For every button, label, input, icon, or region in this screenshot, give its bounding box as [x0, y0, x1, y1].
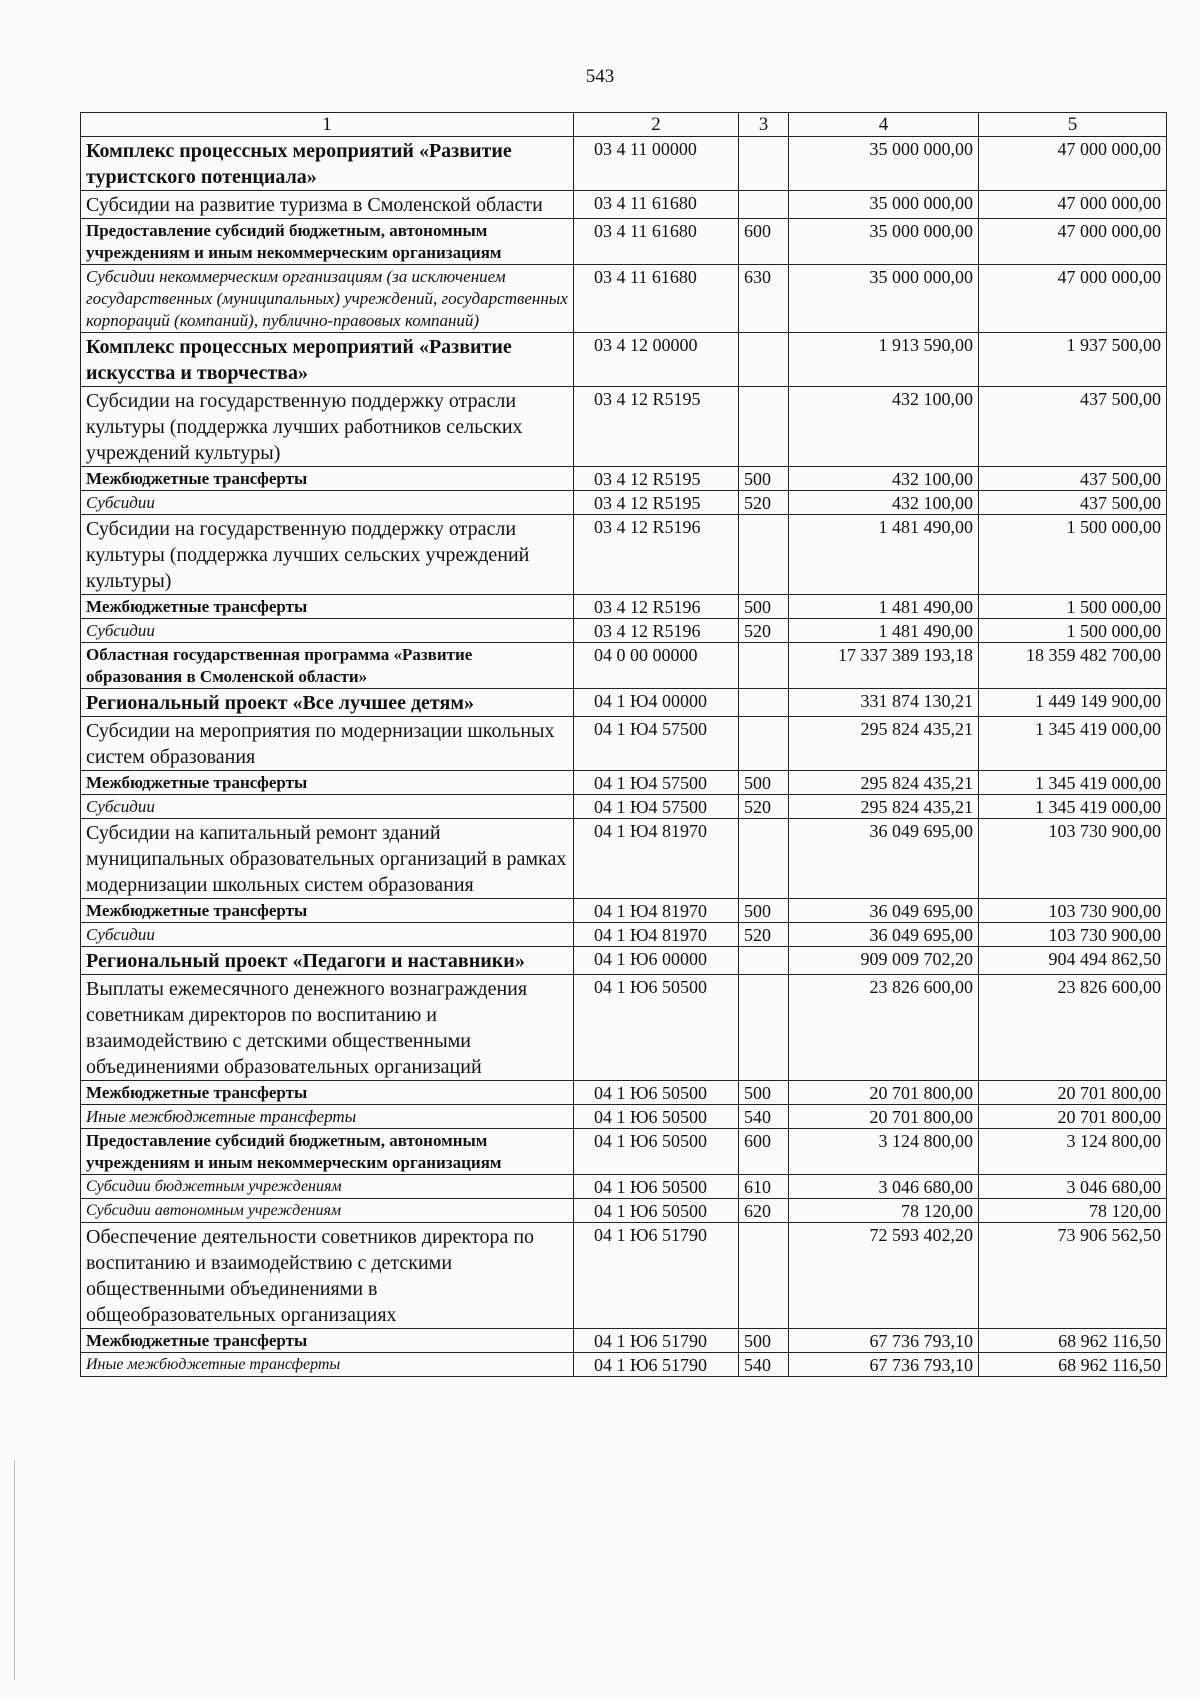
row-amount-2024-cell: 35 000 000,00	[789, 219, 979, 265]
row-type-cell: 630	[739, 265, 789, 333]
table-row	[81, 191, 1167, 219]
row-code-cell: 04 1 Ю4 57500	[574, 795, 739, 819]
table-row	[81, 1329, 1167, 1353]
row-type-cell: 500	[739, 1081, 789, 1105]
row-name-cell: Субсидии бюджетным учреждениям	[81, 1175, 574, 1199]
row-name-cell: Межбюджетные трансферты	[81, 595, 574, 619]
table-row	[81, 265, 1167, 333]
row-amount-2025-cell: 47 000 000,00	[979, 137, 1167, 191]
row-code-cell: 04 1 Ю4 57500	[574, 717, 739, 771]
row-type-cell	[739, 333, 789, 387]
row-code-cell: 03 4 12 R5195	[574, 387, 739, 467]
row-name-cell: Субсидии	[81, 619, 574, 643]
row-amount-2025-cell: 78 120,00	[979, 1199, 1167, 1223]
row-amount-2025-cell: 904 494 862,50	[979, 947, 1167, 975]
row-code-cell: 04 1 Ю6 50500	[574, 1105, 739, 1129]
row-amount-2025-cell: 1 345 419 000,00	[979, 795, 1167, 819]
row-name-cell: Региональный проект «Все лучшее детям»	[81, 689, 574, 717]
table-row	[81, 387, 1167, 467]
row-type-cell: 500	[739, 467, 789, 491]
page-number: 543	[585, 66, 615, 87]
row-code-cell: 04 1 Ю6 50500	[574, 1081, 739, 1105]
row-amount-2024-cell: 23 826 600,00	[789, 975, 979, 1081]
row-code-cell: 03 4 11 61680	[574, 191, 739, 219]
row-code-cell: 03 4 11 61680	[574, 265, 739, 333]
row-amount-2024-cell: 36 049 695,00	[789, 923, 979, 947]
row-amount-2025-cell: 3 124 800,00	[979, 1129, 1167, 1175]
row-code-cell: 04 1 Ю6 51790	[574, 1353, 739, 1377]
table-row	[81, 1175, 1167, 1199]
row-name-cell: Межбюджетные трансферты	[81, 467, 574, 491]
header-row	[81, 113, 1167, 137]
row-type-cell	[739, 689, 789, 717]
scan-artifact-line	[14, 1460, 15, 1680]
row-name-cell: Субсидии	[81, 795, 574, 819]
row-amount-2025-cell: 20 701 800,00	[979, 1081, 1167, 1105]
row-code-cell: 04 1 Ю6 50500	[574, 1199, 739, 1223]
row-type-cell	[739, 643, 789, 689]
row-amount-2025-cell: 103 730 900,00	[979, 923, 1167, 947]
table-row	[81, 333, 1167, 387]
row-amount-2024-cell: 295 824 435,21	[789, 795, 979, 819]
row-amount-2024-cell: 35 000 000,00	[789, 191, 979, 219]
table-row	[81, 1353, 1167, 1377]
row-type-cell: 620	[739, 1199, 789, 1223]
table-row	[81, 515, 1167, 595]
row-type-cell: 610	[739, 1175, 789, 1199]
table-row	[81, 795, 1167, 819]
row-amount-2025-cell: 103 730 900,00	[979, 899, 1167, 923]
row-amount-2024-cell: 331 874 130,21	[789, 689, 979, 717]
row-code-cell: 04 1 Ю6 50500	[574, 1175, 739, 1199]
row-type-cell	[739, 947, 789, 975]
header-col-2: 2	[574, 113, 739, 137]
row-amount-2025-cell: 47 000 000,00	[979, 265, 1167, 333]
row-code-cell: 03 4 12 R5196	[574, 595, 739, 619]
row-code-cell: 03 4 11 00000	[574, 137, 739, 191]
row-type-cell: 520	[739, 619, 789, 643]
table-row	[81, 491, 1167, 515]
table-row	[81, 819, 1167, 899]
row-type-cell: 600	[739, 219, 789, 265]
row-amount-2024-cell: 1 913 590,00	[789, 333, 979, 387]
row-name-cell: Субсидии автономным учреждениям	[81, 1199, 574, 1223]
row-name-cell: Субсидии	[81, 491, 574, 515]
row-code-cell: 03 4 12 R5195	[574, 467, 739, 491]
table-row	[81, 1199, 1167, 1223]
row-amount-2025-cell: 1 500 000,00	[979, 619, 1167, 643]
row-amount-2024-cell: 78 120,00	[789, 1199, 979, 1223]
row-type-cell: 500	[739, 1329, 789, 1353]
row-code-cell: 04 1 Ю4 81970	[574, 923, 739, 947]
row-name-cell: Субсидии на развитие туризма в Смоленской области	[81, 191, 574, 219]
row-amount-2025-cell: 1 500 000,00	[979, 515, 1167, 595]
table-row	[81, 923, 1167, 947]
row-type-cell: 540	[739, 1105, 789, 1129]
row-type-cell	[739, 975, 789, 1081]
row-code-cell: 04 1 Ю6 00000	[574, 947, 739, 975]
table-row	[81, 689, 1167, 717]
row-code-cell: 04 1 Ю6 50500	[574, 975, 739, 1081]
row-type-cell: 520	[739, 795, 789, 819]
row-code-cell: 03 4 12 R5196	[574, 515, 739, 595]
row-amount-2024-cell: 432 100,00	[789, 491, 979, 515]
header-col-5: 5	[979, 113, 1167, 137]
table-row	[81, 467, 1167, 491]
row-type-cell	[739, 191, 789, 219]
row-type-cell: 500	[739, 899, 789, 923]
budget-table	[80, 112, 1167, 1377]
row-type-cell: 520	[739, 491, 789, 515]
row-amount-2024-cell: 1 481 490,00	[789, 515, 979, 595]
row-type-cell	[739, 137, 789, 191]
row-amount-2024-cell: 36 049 695,00	[789, 819, 979, 899]
row-name-cell: Субсидии на капитальный ремонт зданий муниципальных образовательных организаций в рамках модернизации школьных систем образования	[81, 819, 574, 899]
table-row	[81, 1105, 1167, 1129]
table-row	[81, 717, 1167, 771]
row-amount-2024-cell: 20 701 800,00	[789, 1081, 979, 1105]
row-amount-2025-cell: 68 962 116,50	[979, 1329, 1167, 1353]
row-name-cell: Межбюджетные трансферты	[81, 899, 574, 923]
row-type-cell: 500	[739, 595, 789, 619]
row-amount-2024-cell: 67 736 793,10	[789, 1353, 979, 1377]
row-amount-2025-cell: 47 000 000,00	[979, 219, 1167, 265]
row-amount-2025-cell: 437 500,00	[979, 467, 1167, 491]
table-row	[81, 1223, 1167, 1329]
row-name-cell: Межбюджетные трансферты	[81, 771, 574, 795]
header-col-4: 4	[789, 113, 979, 137]
row-amount-2025-cell: 1 937 500,00	[979, 333, 1167, 387]
row-code-cell: 03 4 11 61680	[574, 219, 739, 265]
table-row	[81, 137, 1167, 191]
row-amount-2024-cell: 35 000 000,00	[789, 137, 979, 191]
row-code-cell: 04 1 Ю4 81970	[574, 899, 739, 923]
row-type-cell: 520	[739, 923, 789, 947]
row-code-cell: 03 4 12 00000	[574, 333, 739, 387]
row-amount-2024-cell: 35 000 000,00	[789, 265, 979, 333]
row-type-cell	[739, 819, 789, 899]
row-name-cell: Иные межбюджетные трансферты	[81, 1105, 574, 1129]
row-amount-2024-cell: 3 046 680,00	[789, 1175, 979, 1199]
row-amount-2025-cell: 23 826 600,00	[979, 975, 1167, 1081]
row-name-cell: Предоставление субсидий бюджетным, автономным учреждениям и иным некоммерческим организациям	[81, 1129, 574, 1175]
row-amount-2025-cell: 47 000 000,00	[979, 191, 1167, 219]
row-amount-2024-cell: 72 593 402,20	[789, 1223, 979, 1329]
row-name-cell: Межбюджетные трансферты	[81, 1081, 574, 1105]
row-amount-2025-cell: 20 701 800,00	[979, 1105, 1167, 1129]
row-amount-2024-cell: 1 481 490,00	[789, 619, 979, 643]
row-type-cell	[739, 515, 789, 595]
row-amount-2024-cell: 1 481 490,00	[789, 595, 979, 619]
row-name-cell: Субсидии	[81, 923, 574, 947]
row-amount-2024-cell: 432 100,00	[789, 467, 979, 491]
row-code-cell: 04 1 Ю6 50500	[574, 1129, 739, 1175]
row-type-cell	[739, 387, 789, 467]
row-name-cell: Предоставление субсидий бюджетным, автономным учреждениям и иным некоммерческим организациям	[81, 219, 574, 265]
table-row	[81, 899, 1167, 923]
row-name-cell: Региональный проект «Педагоги и наставники»	[81, 947, 574, 975]
table-row	[81, 595, 1167, 619]
table-row	[81, 1081, 1167, 1105]
row-amount-2024-cell: 36 049 695,00	[789, 899, 979, 923]
row-code-cell: 04 1 Ю4 00000	[574, 689, 739, 717]
row-name-cell: Комплекс процессных мероприятий «Развитие искусства и творчества»	[81, 333, 574, 387]
row-amount-2025-cell: 68 962 116,50	[979, 1353, 1167, 1377]
row-amount-2025-cell: 1 500 000,00	[979, 595, 1167, 619]
row-amount-2025-cell: 18 359 482 700,00	[979, 643, 1167, 689]
row-type-cell: 600	[739, 1129, 789, 1175]
row-name-cell: Областная государственная программа «Развитие образования в Смоленской области»	[81, 643, 574, 689]
table-row	[81, 219, 1167, 265]
row-amount-2024-cell: 20 701 800,00	[789, 1105, 979, 1129]
row-name-cell: Выплаты ежемесячного денежного вознаграждения советникам директоров по воспитанию и взаимодействию с детскими общественными объединениями образовательных организаций	[81, 975, 574, 1081]
row-amount-2025-cell: 1 345 419 000,00	[979, 771, 1167, 795]
row-amount-2025-cell: 437 500,00	[979, 491, 1167, 515]
row-code-cell: 04 0 00 00000	[574, 643, 739, 689]
header-col-3: 3	[739, 113, 789, 137]
table-row	[81, 771, 1167, 795]
row-amount-2024-cell: 67 736 793,10	[789, 1329, 979, 1353]
row-amount-2024-cell: 432 100,00	[789, 387, 979, 467]
row-amount-2025-cell: 1 345 419 000,00	[979, 717, 1167, 771]
row-type-cell: 500	[739, 771, 789, 795]
table-row	[81, 1129, 1167, 1175]
row-type-cell: 540	[739, 1353, 789, 1377]
table-row	[81, 975, 1167, 1081]
row-name-cell: Субсидии некоммерческим организациям (за исключением государственных (муниципальных) учреждений, государственных корпораций (компаний), публично-правовых компаний)	[81, 265, 574, 333]
row-amount-2025-cell: 3 046 680,00	[979, 1175, 1167, 1199]
row-amount-2024-cell: 909 009 702,20	[789, 947, 979, 975]
row-amount-2024-cell: 295 824 435,21	[789, 771, 979, 795]
row-amount-2025-cell: 437 500,00	[979, 387, 1167, 467]
table-row	[81, 619, 1167, 643]
row-code-cell: 03 4 12 R5196	[574, 619, 739, 643]
row-amount-2025-cell: 103 730 900,00	[979, 819, 1167, 899]
table-row	[81, 643, 1167, 689]
header-col-1: 1	[81, 113, 574, 137]
row-code-cell: 04 1 Ю4 57500	[574, 771, 739, 795]
row-name-cell: Межбюджетные трансферты	[81, 1329, 574, 1353]
row-name-cell: Субсидии на государственную поддержку отрасли культуры (поддержка лучших работников сельских учреждений культуры)	[81, 387, 574, 467]
table-body	[81, 137, 1167, 1377]
row-name-cell: Обеспечение деятельности советников директора по воспитанию и взаимодействию с детскими общественными объединениями в общеобразовательных организациях	[81, 1223, 574, 1329]
row-name-cell: Иные межбюджетные трансферты	[81, 1353, 574, 1377]
row-name-cell: Комплекс процессных мероприятий «Развитие туристского потенциала»	[81, 137, 574, 191]
row-name-cell: Субсидии на мероприятия по модернизации школьных систем образования	[81, 717, 574, 771]
row-name-cell: Субсидии на государственную поддержку отрасли культуры (поддержка лучших сельских учреждений культуры)	[81, 515, 574, 595]
row-amount-2025-cell: 73 906 562,50	[979, 1223, 1167, 1329]
row-type-cell	[739, 1223, 789, 1329]
row-code-cell: 04 1 Ю4 81970	[574, 819, 739, 899]
row-type-cell	[739, 717, 789, 771]
row-code-cell: 04 1 Ю6 51790	[574, 1223, 739, 1329]
row-code-cell: 04 1 Ю6 51790	[574, 1329, 739, 1353]
row-amount-2024-cell: 295 824 435,21	[789, 717, 979, 771]
row-amount-2024-cell: 17 337 389 193,18	[789, 643, 979, 689]
row-amount-2025-cell: 1 449 149 900,00	[979, 689, 1167, 717]
table-row	[81, 947, 1167, 975]
row-code-cell: 03 4 12 R5195	[574, 491, 739, 515]
row-amount-2024-cell: 3 124 800,00	[789, 1129, 979, 1175]
